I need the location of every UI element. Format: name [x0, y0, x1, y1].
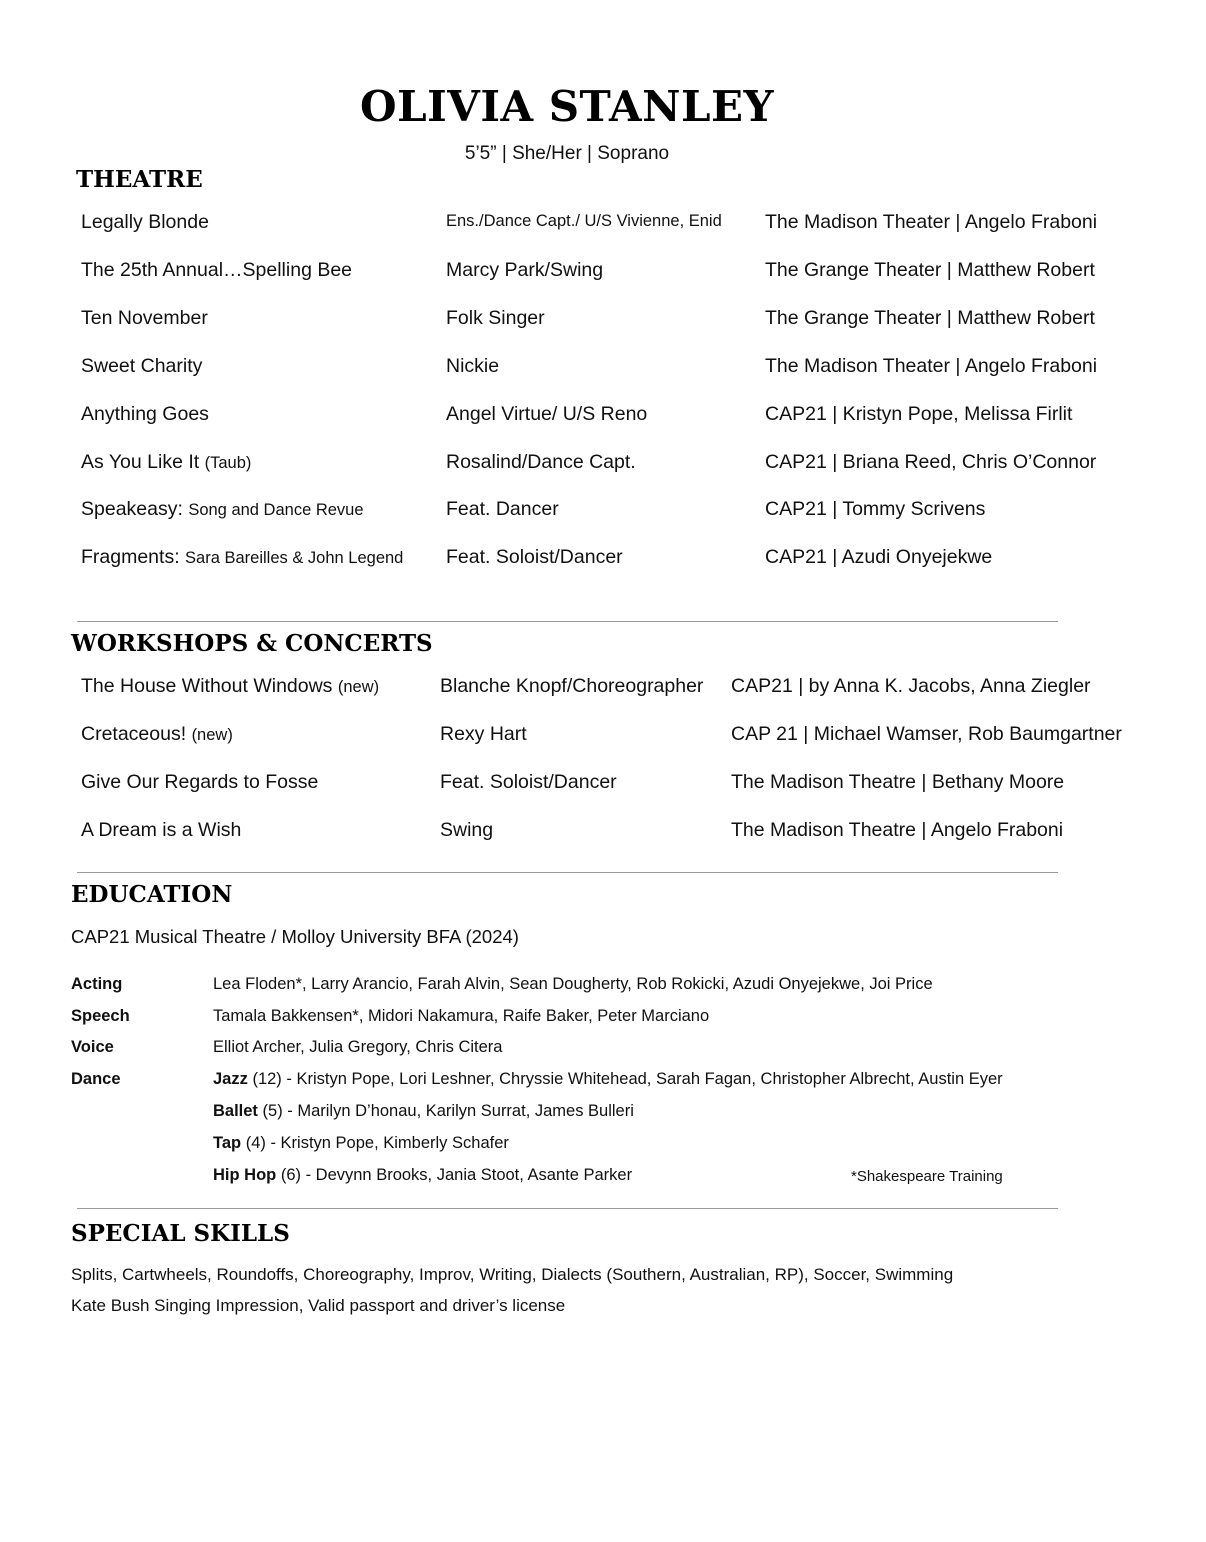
theatre-venue: The Grange Theater | Matthew Robert [765, 259, 1095, 281]
theatre-venue: CAP21 | Briana Reed, Chris O’Connor [765, 451, 1097, 473]
theatre-show: Ten November [81, 307, 208, 329]
training-teachers: Tamala Bakkensen*, Midori Nakamura, Raife Baker, Peter Marciano [213, 1007, 710, 1025]
training-teachers: Elliot Archer, Julia Gregory, Chris Citera [213, 1038, 503, 1056]
training-label: Dance [71, 1070, 121, 1088]
school-line: CAP21 Musical Theatre / Molloy University BFA (2024) [71, 926, 519, 947]
performer-stats: 5’5” | She/Her | Soprano [464, 143, 670, 164]
theatre-venue: CAP21 | Azudi Onyejekwe [765, 546, 993, 568]
workshop-venue: CAP21 | by Anna K. Jacobs, Anna Ziegler [731, 675, 1091, 697]
theatre-role: Nickie [446, 355, 500, 377]
workshop-show: The House Without Windows (new) [81, 675, 380, 697]
theatre-heading: THEATRE [76, 166, 203, 193]
dance-style-line: Jazz (12) - Kristyn Pope, Lori Leshner, Chryssie Whitehead, Sarah Fagan, Christopher Albrecht, Austin Eyer [213, 1070, 1003, 1088]
workshop-role: Blanche Knopf/Choreographer [440, 675, 704, 697]
theatre-role: Feat. Dancer [446, 498, 559, 520]
workshop-venue: CAP 21 | Michael Wamser, Rob Baumgartner [731, 723, 1122, 745]
show-note: Sara Bareilles & John Legend [185, 549, 404, 567]
dance-style: Tap [213, 1134, 242, 1152]
shakespeare-footnote: *Shakespeare Training [851, 1168, 1003, 1185]
skills-heading: SPECIAL SKILLS [71, 1220, 290, 1247]
dance-style-line: Tap (4) - Kristyn Pope, Kimberly Schafer [213, 1134, 509, 1152]
theatre-venue: The Madison Theater | Angelo Fraboni [765, 211, 1098, 233]
dance-style: Ballet [213, 1102, 258, 1120]
dance-style: Hip Hop [213, 1166, 277, 1184]
education-heading: EDUCATION [71, 881, 233, 908]
workshop-show: Cretaceous! (new) [81, 723, 233, 745]
workshop-show: A Dream is a Wish [81, 819, 242, 841]
theatre-show: Sweet Charity [81, 355, 203, 377]
theatre-show: Legally Blonde [81, 211, 209, 233]
theatre-venue: The Madison Theater | Angelo Fraboni [765, 355, 1098, 377]
section-divider [77, 621, 1058, 622]
training-label: Voice [71, 1038, 114, 1056]
theatre-venue: CAP21 | Tommy Scrivens [765, 498, 986, 520]
show-note: (Taub) [204, 454, 252, 472]
workshop-show: Give Our Regards to Fosse [81, 771, 319, 793]
skills-line: Kate Bush Singing Impression, Valid passport and driver’s license [71, 1296, 566, 1315]
resume-name: OLIVIA STANLEY [360, 82, 774, 131]
theatre-show: Fragments: Sara Bareilles & John Legend [81, 546, 404, 568]
theatre-role: Ens./Dance Capt./ U/S Vivienne, Enid [446, 212, 722, 230]
training-label: Acting [71, 975, 123, 993]
skills-line: Splits, Cartwheels, Roundoffs, Choreography, Improv, Writing, Dialects (Southern, Australian, RP), Soccer, Swimming [71, 1265, 954, 1284]
workshop-venue: The Madison Theatre | Angelo Fraboni [731, 819, 1064, 841]
workshop-venue: The Madison Theatre | Bethany Moore [731, 771, 1065, 793]
workshops-heading: WORKSHOPS & CONCERTS [71, 630, 433, 657]
theatre-venue: The Grange Theater | Matthew Robert [765, 307, 1095, 329]
dance-style: Jazz [213, 1070, 248, 1088]
theatre-role: Rosalind/Dance Capt. [446, 451, 636, 473]
section-divider [77, 1208, 1058, 1209]
theatre-venue: CAP21 | Kristyn Pope, Melissa Firlit [765, 403, 1073, 425]
training-label: Speech [71, 1007, 130, 1025]
theatre-role: Feat. Soloist/Dancer [446, 546, 623, 568]
theatre-show: Anything Goes [81, 403, 209, 425]
workshop-role: Feat. Soloist/Dancer [440, 771, 617, 793]
training-teachers: Lea Floden*, Larry Arancio, Farah Alvin, Sean Dougherty, Rob Rokicki, Azudi Onyejekwe, Joi Price [213, 975, 933, 993]
theatre-show: Speakeasy: Song and Dance Revue [81, 498, 364, 520]
show-note: (new) [191, 726, 233, 744]
section-divider [77, 872, 1058, 873]
theatre-show: As You Like It (Taub) [81, 451, 252, 473]
show-note: Song and Dance Revue [188, 501, 364, 519]
theatre-role: Angel Virtue/ U/S Reno [446, 403, 648, 425]
dance-style-line: Hip Hop (6) - Devynn Brooks, Jania Stoot, Asante Parker [213, 1166, 633, 1184]
workshop-role: Swing [440, 819, 494, 841]
dance-style-line: Ballet (5) - Marilyn D’honau, Karilyn Surrat, James Bulleri [213, 1102, 634, 1120]
show-note: (new) [337, 678, 380, 696]
workshop-role: Rexy Hart [440, 723, 527, 745]
theatre-show: The 25th Annual…Spelling Bee [81, 259, 353, 281]
theatre-role: Folk Singer [446, 307, 545, 329]
theatre-role: Marcy Park/Swing [446, 259, 604, 281]
